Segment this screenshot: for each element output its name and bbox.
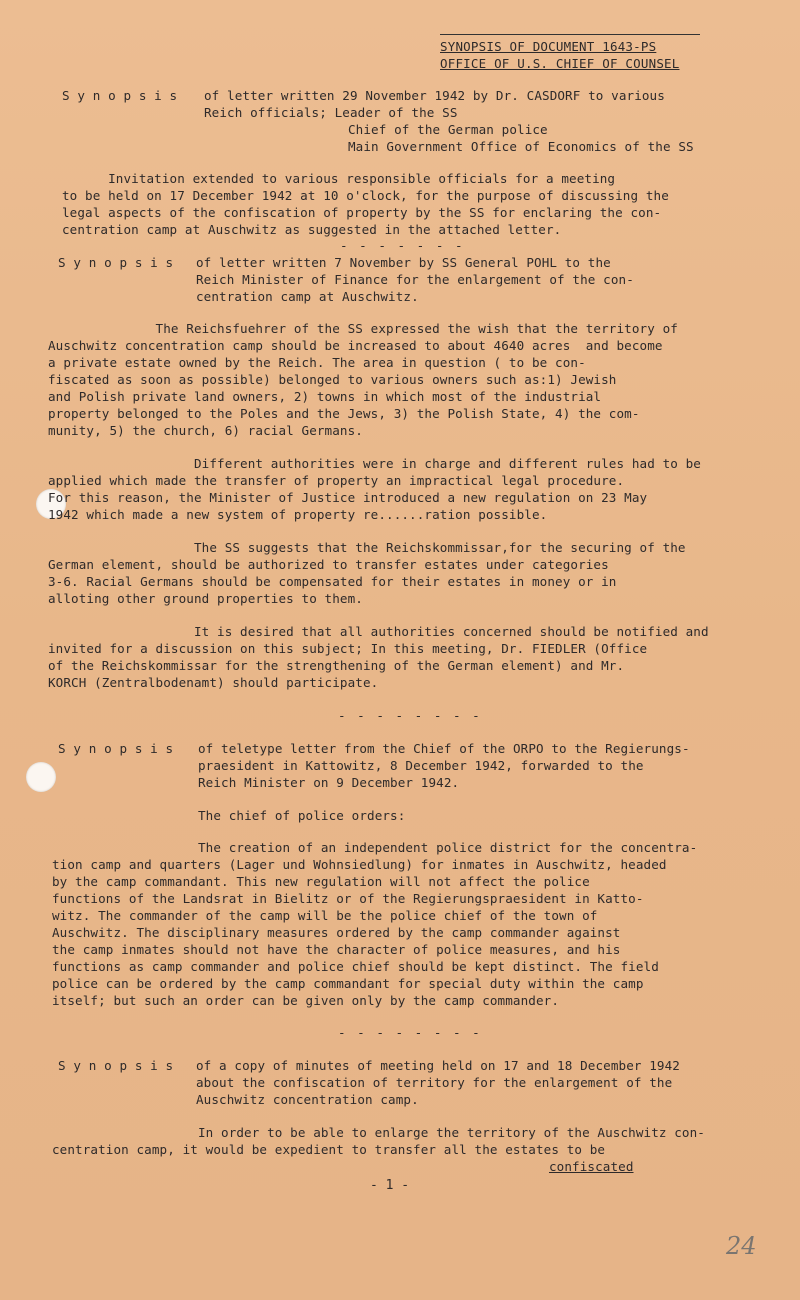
- section2-para1-line: a private estate owned by the Reich. The area in question ( to be con-: [48, 355, 586, 370]
- punch-hole: [26, 762, 56, 792]
- section4-body-line: In order to be able to enlarge the territory of the Auschwitz con-: [52, 1125, 705, 1140]
- section1-head-line: Main Government Office of Economics of the SS: [348, 139, 694, 154]
- section3-body-line: functions as camp commander and police chief should be kept distinct. The field: [52, 959, 659, 974]
- synopsis-label: S y n o p s i s: [58, 741, 174, 756]
- section1-head-line: Reich officials; Leader of the SS: [204, 105, 458, 120]
- synopsis-label: S y n o p s i s: [58, 1058, 174, 1073]
- section4-head-line: Auschwitz concentration camp.: [196, 1092, 419, 1107]
- section2-para2-line: For this reason, the Minister of Justice introduced a new regulation on 23 May: [48, 490, 648, 505]
- section2-para4-line: KORCH (Zentralbodenamt) should participate.: [48, 675, 379, 690]
- section4-head-line: about the confiscation of territory for the enlargement of the: [196, 1075, 673, 1090]
- section2-head-line: Reich Minister of Finance for the enlargement of the con-: [196, 272, 634, 287]
- section2-para3-line: The SS suggests that the Reichskommissar,for the securing of the: [48, 540, 686, 555]
- section1-body-line: centration camp at Auschwitz as suggested in the attached letter.: [62, 222, 562, 237]
- section2-para1-line: The Reichsfuehrer of the SS expressed the wish that the territory of: [48, 321, 678, 336]
- header-office: OFFICE OF U.S. CHIEF OF COUNSEL: [440, 56, 680, 71]
- section2-para3-line: alloting other ground properties to them.: [48, 591, 363, 606]
- section3-body-line: The creation of an independent police district for the concentra-: [52, 840, 698, 855]
- header-rule: [440, 34, 700, 35]
- section3-body-line: the camp inmates should not have the character of police measures, and his: [52, 942, 621, 957]
- page-number: - 1 -: [370, 1178, 410, 1193]
- section2-head-line: centration camp at Auschwitz.: [196, 289, 419, 304]
- section2-para2-line: 1942 which made a new system of property re......ration possible.: [48, 507, 548, 522]
- synopsis-label: S y n o p s i s: [62, 88, 178, 103]
- section2-para1-line: fiscated as soon as possible) belonged to various owners such as:1) Jewish: [48, 372, 617, 387]
- section4-head-line: of a copy of minutes of meeting held on 17 and 18 December 1942: [196, 1058, 680, 1073]
- section2-para1-line: property belonged to the Poles and the Jews, 3) the Polish State, 4) the com-: [48, 406, 640, 421]
- section3-head-line: Reich Minister on 9 December 1942.: [198, 775, 460, 790]
- header-title: SYNOPSIS OF DOCUMENT 1643-PS: [440, 39, 657, 54]
- section3-head-line: of teletype letter from the Chief of the ORPO to the Regierungs-: [198, 741, 690, 756]
- section3-body-line: by the camp commandant. This new regulation will not affect the police: [52, 874, 590, 889]
- section2-para1-line: Auschwitz concentration camp should be increased to about 4640 acres and become: [48, 338, 663, 353]
- separator: - - - - - - - -: [338, 708, 482, 723]
- separator: - - - - - - - -: [338, 1025, 482, 1040]
- section3-head-line: praesident in Kattowitz, 8 December 1942, forwarded to the: [198, 758, 644, 773]
- section1-body-line: to be held on 17 December 1942 at 10 o'clock, for the purpose of discussing the: [62, 188, 669, 203]
- section2-para2-line: Different authorities were in charge and different rules had to be: [48, 456, 701, 471]
- section2-head-line: of letter written 7 November by SS General POHL to the: [196, 255, 611, 270]
- section4-body-line: centration camp, it would be expedient to transfer all the estates to be: [52, 1142, 606, 1157]
- section3-body-line: itself; but such an order can be given only by the camp commander.: [52, 993, 560, 1008]
- section2-para4-line: It is desired that all authorities concerned should be notified and: [48, 624, 709, 639]
- section2-para3-line: 3-6. Racial Germans should be compensated for their estates in money or in: [48, 574, 617, 589]
- section3-body-line: functions of the Landsrat in Bielitz or of the Regierungspraesident in Katto-: [52, 891, 644, 906]
- police-orders-label: The chief of police orders:: [198, 808, 406, 823]
- section1-body-line: legal aspects of the confiscation of property by the SS for enclaring the con-: [62, 205, 662, 220]
- section2-para3-line: German element, should be authorized to transfer estates under categories: [48, 557, 609, 572]
- section2-para1-line: munity, 5) the church, 6) racial Germans.: [48, 423, 363, 438]
- section2-para4-line: invited for a discussion on this subject; In this meeting, Dr. FIEDLER (Office: [48, 641, 648, 656]
- handwritten-page-number: 24: [726, 1232, 757, 1260]
- document-header: [440, 38, 680, 72]
- continuation-word: confiscated: [549, 1159, 634, 1174]
- section3-body-line: Auschwitz. The disciplinary measures ordered by the camp commander against: [52, 925, 621, 940]
- synopsis-label: S y n o p s i s: [58, 255, 174, 270]
- section3-body-line: police can be ordered by the camp commandant for special duty within the camp: [52, 976, 644, 991]
- section1-body-line: Invitation extended to various responsible officials for a meeting: [62, 171, 616, 186]
- section2-para1-line: and Polish private land owners, 2) towns in which most of the industrial: [48, 389, 602, 404]
- section3-body-line: witz. The commander of the camp will be the police chief of the town of: [52, 908, 598, 923]
- section1-head-line: of letter written 29 November 1942 by Dr. CASDORF to various: [204, 88, 665, 103]
- section2-para2-line: applied which made the transfer of property an impractical legal procedure.: [48, 473, 625, 488]
- section1-head-line: Chief of the German police: [348, 122, 548, 137]
- section3-body-line: tion camp and quarters (Lager und Wohnsiedlung) for inmates in Auschwitz, headed: [52, 857, 667, 872]
- separator: - - - - - - -: [340, 238, 465, 253]
- section2-para4-line: of the Reichskommissar for the strengthening of the German element) and Mr.: [48, 658, 625, 673]
